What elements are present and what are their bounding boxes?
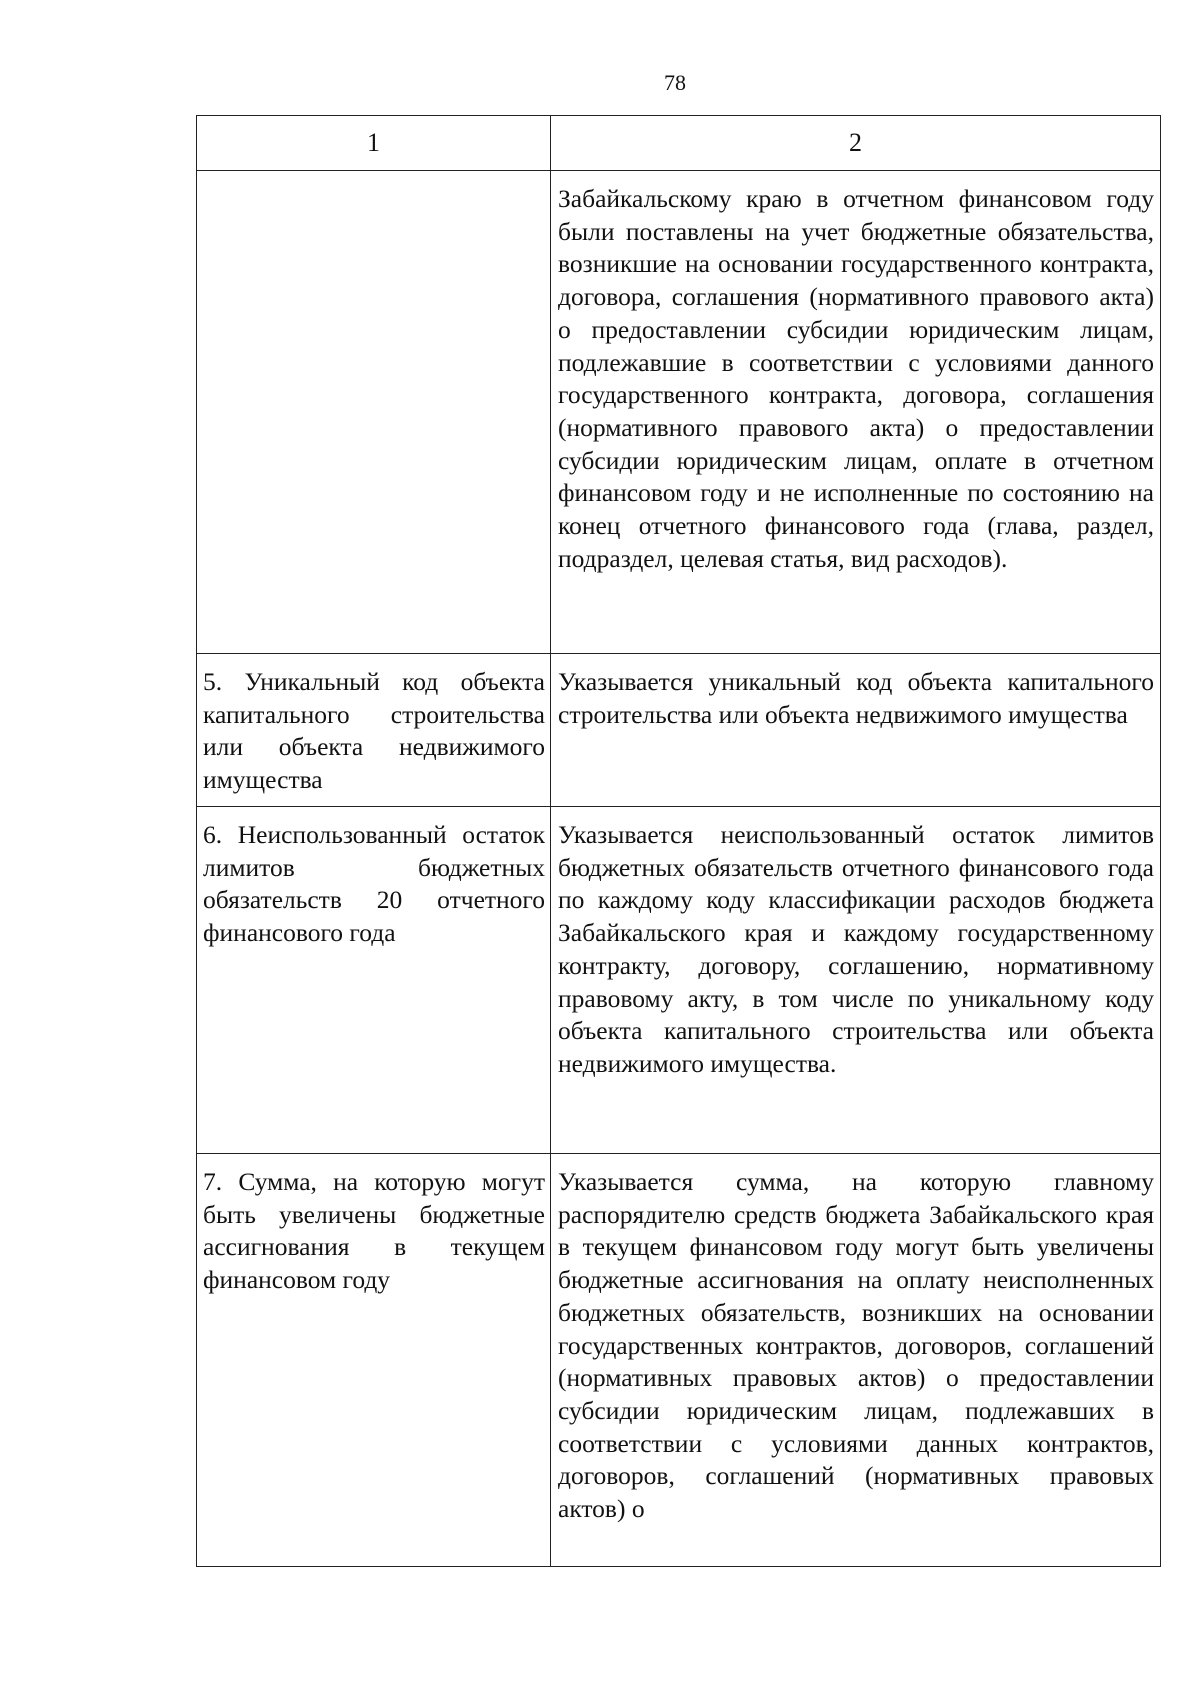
table-cell-label xyxy=(197,807,551,1154)
row-label-text xyxy=(197,171,550,191)
document-table xyxy=(196,115,1161,1567)
table-cell-description xyxy=(551,1154,1161,1567)
row-label-text: 7. Сумма, на которую могут быть увеличены бюджетные ассигнования в текущем финансовом году xyxy=(203,1167,545,1295)
column-header-1: 1 xyxy=(197,116,551,171)
column-header-2: 2 xyxy=(551,116,1161,171)
table-cell-description xyxy=(551,654,1161,807)
table-header-row xyxy=(197,116,1161,171)
row-label-text: 6. Неиспользованный остаток лимитов бюджетных обязательств 20 отчетного финансового года xyxy=(203,820,545,948)
table-row xyxy=(197,654,1161,807)
table-row xyxy=(197,1154,1161,1567)
table-cell-label xyxy=(197,1154,551,1567)
row-description-text: Указывается уникальный код объекта капитального строительства или объекта недвижимого имущества xyxy=(558,667,1154,729)
table-cell-description xyxy=(551,807,1161,1154)
table-cell-label xyxy=(197,171,551,654)
row-description-text: Забайкальскому краю в отчетном финансовом году были поставлены на учет бюджетные обязательства, возникшие на основании государственного контракта, договора, соглашения (нормативного правового акта) о предоставлении субсидии юридическим лицам, подлежавшие в соответствии с условиями данного государственного контракта, договора, соглашения (нормативного правового акта) о предоставлении субсидии юридическим лицам, оплате в отчетном финансовом году и не исполненные по состоянию на конец отчетного финансового года (глава, раздел, подраздел, целевая статья, вид расходов). xyxy=(558,184,1154,573)
row-description-text: Указывается неиспользованный остаток лимитов бюджетных обязательств отчетного финансового года по каждому коду классификации расходов бюджета Забайкальского края и каждому государственному контракту, договору, соглашению, нормативному правовому акту, в том числе по уникальному коду объекта капитального строительства или объекта недвижимого имущества. xyxy=(558,820,1154,1078)
table-row xyxy=(197,807,1161,1154)
row-label-text: 5. Уникальный код объекта капитального строительства или объекта недвижимого имущества xyxy=(203,667,545,795)
table-cell-label xyxy=(197,654,551,807)
row-description-text: Указывается сумма, на которую главному распорядителю средств бюджета Забайкальского края в текущем финансовом году могут быть увеличены бюджетные ассигнования на оплату неисполненных бюджетных обязательств, возникших на основании государственных контрактов, договоров, соглашений (нормативных правовых актов) о предоставлении субсидии юридическим лицам, подлежавших в соответствии с условиями данных контрактов, договоров, соглашений (нормативных правовых актов) о xyxy=(558,1167,1154,1524)
table-cell-description xyxy=(551,171,1161,654)
page-number: 78 xyxy=(664,70,686,95)
table-row xyxy=(197,171,1161,654)
